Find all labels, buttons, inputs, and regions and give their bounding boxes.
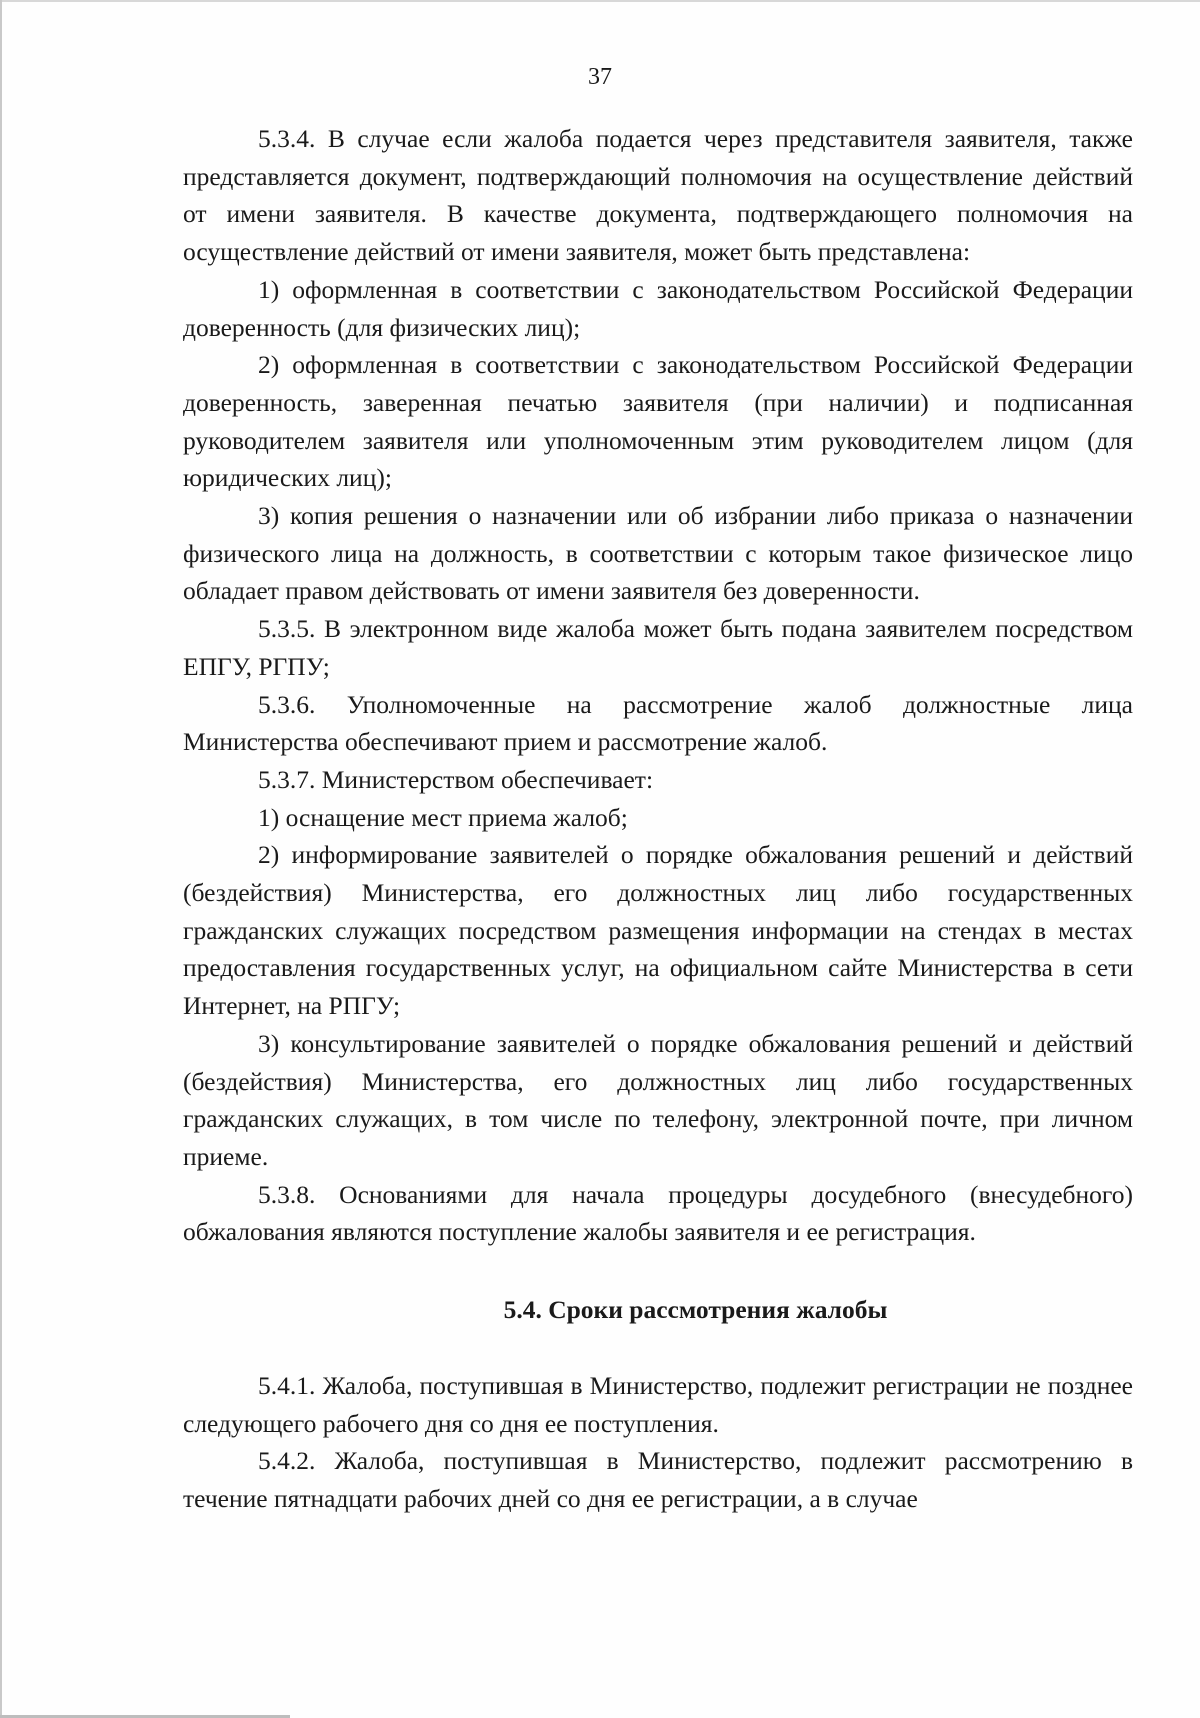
paragraph-5-3-7-item-3: 3) консультирование заявителей о порядке обжалования решений и действий (бездействия) Министерства, его должностных лиц либо государственных гражданских служащих, в том числе по телефону, электронной почте, при личном приеме. bbox=[183, 1028, 1133, 1171]
paragraph-5-3-8: 5.3.8. Основаниями для начала процедуры досудебного (внесудебного) обжалования являются поступление жалобы заявителя и ее регистрация. bbox=[183, 1179, 1133, 1247]
section-heading-5-4: 5.4. Сроки рассмотрения жалобы bbox=[503, 1295, 888, 1325]
paragraph-5-3-7: 5.3.7. Министерством обеспечивает: bbox=[258, 764, 654, 794]
paragraph-5-3-4-item-2: 2) оформленная в соответствии с законодательством Российской Федерации доверенность, заверенная печатью заявителя (при наличии) и подписанная руководителем заявителя или уполномоченным этим руководителем лицом (для юридических лиц); bbox=[183, 350, 1133, 493]
document-body bbox=[183, 120, 1133, 1518]
scan-edge-top bbox=[0, 0, 1200, 2]
paragraph-5-3-4-item-3: 3) копия решения о назначении или об избрании либо приказа о назначении физического лица на должность, в соответствии с которым такое физическое лицо обладает правом действовать от имени заявителя без доверенности. bbox=[183, 501, 1133, 606]
page-number: 37 bbox=[588, 64, 612, 90]
paragraph-5-3-6: 5.3.6. Уполномоченные на рассмотрение жалоб должностные лица Министерства обеспечивают прием и рассмотрение жалоб. bbox=[183, 689, 1133, 757]
scan-edge-left bbox=[0, 0, 2, 1718]
paragraph-5-3-5: 5.3.5. В электронном виде жалоба может быть подана заявителем посредством ЕПГУ, РГПУ; bbox=[183, 614, 1133, 681]
paragraph-5-3-4-item-1: 1) оформленная в соответствии с законодательством Российской Федерации доверенность (для физических лиц); bbox=[183, 274, 1133, 342]
paragraph-5-4-1: 5.4.1. Жалоба, поступившая в Министерство, подлежит регистрации не позднее следующего рабочего дня со дня ее поступления. bbox=[183, 1370, 1133, 1438]
paragraph-5-3-4: 5.3.4. В случае если жалоба подается через представителя заявителя, также представляется документ, подтверждающий полномочия на осуществление действий от имени заявителя. В качестве документа, подтверждающего полномочия на осуществление действий от имени заявителя, может быть представлена: bbox=[183, 124, 1133, 267]
paragraph-5-4-2: 5.4.2. Жалоба, поступившая в Министерство, подлежит рассмотрению в течение пятнадцати рабочих дней со дня ее регистрации, а в случае bbox=[183, 1446, 1133, 1513]
paragraph-5-3-7-item-1: 1) оснащение мест приема жалоб; bbox=[258, 802, 628, 832]
paragraph-5-3-7-item-2: 2) информирование заявителей о порядке обжалования решений и действий (бездействия) Министерства, его должностных лиц либо государственных гражданских служащих посредством размещения информации на стендах в местах предоставления государственных услуг, на официальном сайте Министерства в сети Интернет, на РПГУ; bbox=[183, 840, 1133, 1021]
